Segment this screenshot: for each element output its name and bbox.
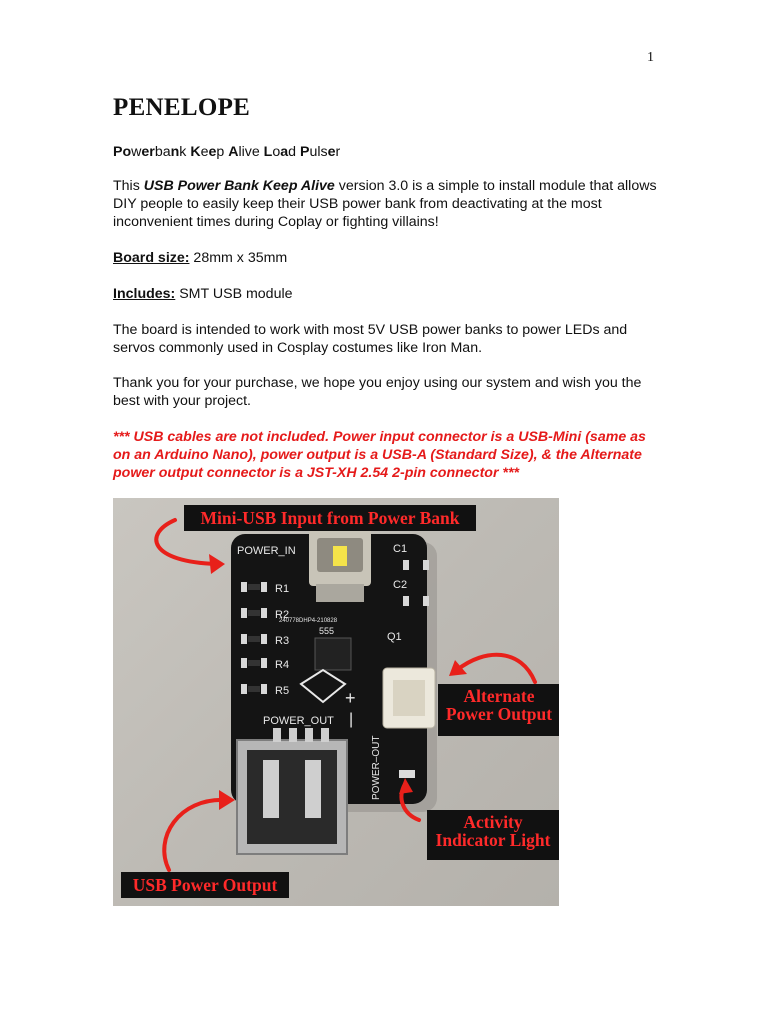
connector-highlight <box>333 546 347 566</box>
arrow-alternate-icon <box>457 655 535 682</box>
silk-r5: R5 <box>275 685 290 697</box>
label-alternate-line1: Alternate <box>463 686 535 706</box>
silk-chip-label: 555 <box>319 626 335 636</box>
silk-power-in: POWER_IN <box>237 545 296 557</box>
label-activity-line1: Activity <box>463 812 523 832</box>
subtitle-part: p <box>216 144 229 160</box>
subtitle-part: ba <box>154 144 171 160</box>
label-mini-usb-input: Mini-USB Input from Power Bank <box>184 505 476 531</box>
subtitle-part: e <box>200 144 209 160</box>
subtitle-part: Po <box>113 144 132 160</box>
silk-r2: R2 <box>275 609 290 621</box>
arrow-usb-output-icon <box>164 800 225 870</box>
label-alternate-line2: Power Output <box>445 704 553 725</box>
board-size-line <box>113 249 661 267</box>
subtitle-part: uls <box>309 144 328 160</box>
silk-power-out: POWER_OUT <box>263 715 334 727</box>
silk-r4: R4 <box>275 659 290 671</box>
subtitle-part: n <box>170 144 180 160</box>
subtitle-part: e <box>327 144 336 160</box>
subtitle-part: P <box>299 144 310 160</box>
subtitle-part: e <box>208 144 217 160</box>
silk-power-out-vertical: POWER–OUT <box>371 735 382 800</box>
includes-line <box>113 285 661 303</box>
intro-paragraph <box>113 177 661 231</box>
silk-part-code: 240778DHP4-210828 <box>279 618 338 624</box>
board-size-label: Board size: <box>113 250 190 266</box>
subtitle-part: o <box>272 144 281 160</box>
label-alternate-output <box>438 684 559 736</box>
timer-chip <box>315 638 351 670</box>
silk-minus: | <box>349 711 354 728</box>
product-name: USB Power Bank Keep Alive <box>143 178 335 194</box>
intro-prefix: This <box>113 178 144 194</box>
intended-use-paragraph: The board is intended to work with most 5V USB power banks to power LEDs and servos commonly used in Cosplay costumes like Iron Man. <box>113 322 628 356</box>
subtitle-part: K <box>190 144 201 160</box>
document-title: PENELOPE <box>113 94 251 121</box>
includes-value: SMT USB module <box>175 286 293 302</box>
subtitle-part: k <box>179 144 191 160</box>
subtitle-part: A <box>228 144 239 160</box>
silk-c2: C2 <box>393 579 408 591</box>
subtitle-part: L <box>263 144 273 160</box>
acronym-subtitle <box>113 143 661 161</box>
activity-led <box>399 770 415 778</box>
arrowhead-icon <box>209 554 225 574</box>
includes-label: Includes: <box>113 286 176 302</box>
silk-c1: C1 <box>393 543 408 555</box>
subtitle-part: d <box>288 144 300 160</box>
subtitle-part: r <box>335 144 341 160</box>
subtitle-part: w <box>131 144 142 160</box>
arrowhead-icon <box>449 660 467 676</box>
page-number: 1 <box>647 50 654 65</box>
silk-r1: R1 <box>275 583 290 595</box>
subtitle-part: live <box>238 144 264 160</box>
silk-q1: Q1 <box>387 631 402 643</box>
board-size-value: 28mm x 35mm <box>189 250 288 266</box>
board-photo <box>113 498 559 906</box>
silk-plus: + <box>345 688 356 708</box>
label-activity-light <box>427 810 559 860</box>
intro-suffix: version 3.0 is a simple to install module that allows DIY people to easily keep their USB power bank from deactivating at the most inconvenient times during Coplay or fighting villains! <box>113 178 657 230</box>
cables-warning: *** USB cables are not included. Power input connector is a USB-Mini (same as on an Arduino Nano), power output is a USB-A (Standard Size), & the Alternate power output connector is a JST-XH 2.54 2-pin connector *** <box>113 429 646 481</box>
label-activity-line2: Indicator Light <box>435 830 551 851</box>
subtitle-part: er <box>141 144 155 160</box>
label-usb-output: USB Power Output <box>121 872 289 898</box>
thanks-paragraph: Thank you for your purchase, we hope you enjoy using our system and wish you the best with your project. <box>113 375 642 409</box>
silk-r3: R3 <box>275 635 290 647</box>
subtitle-part: a <box>280 144 289 160</box>
